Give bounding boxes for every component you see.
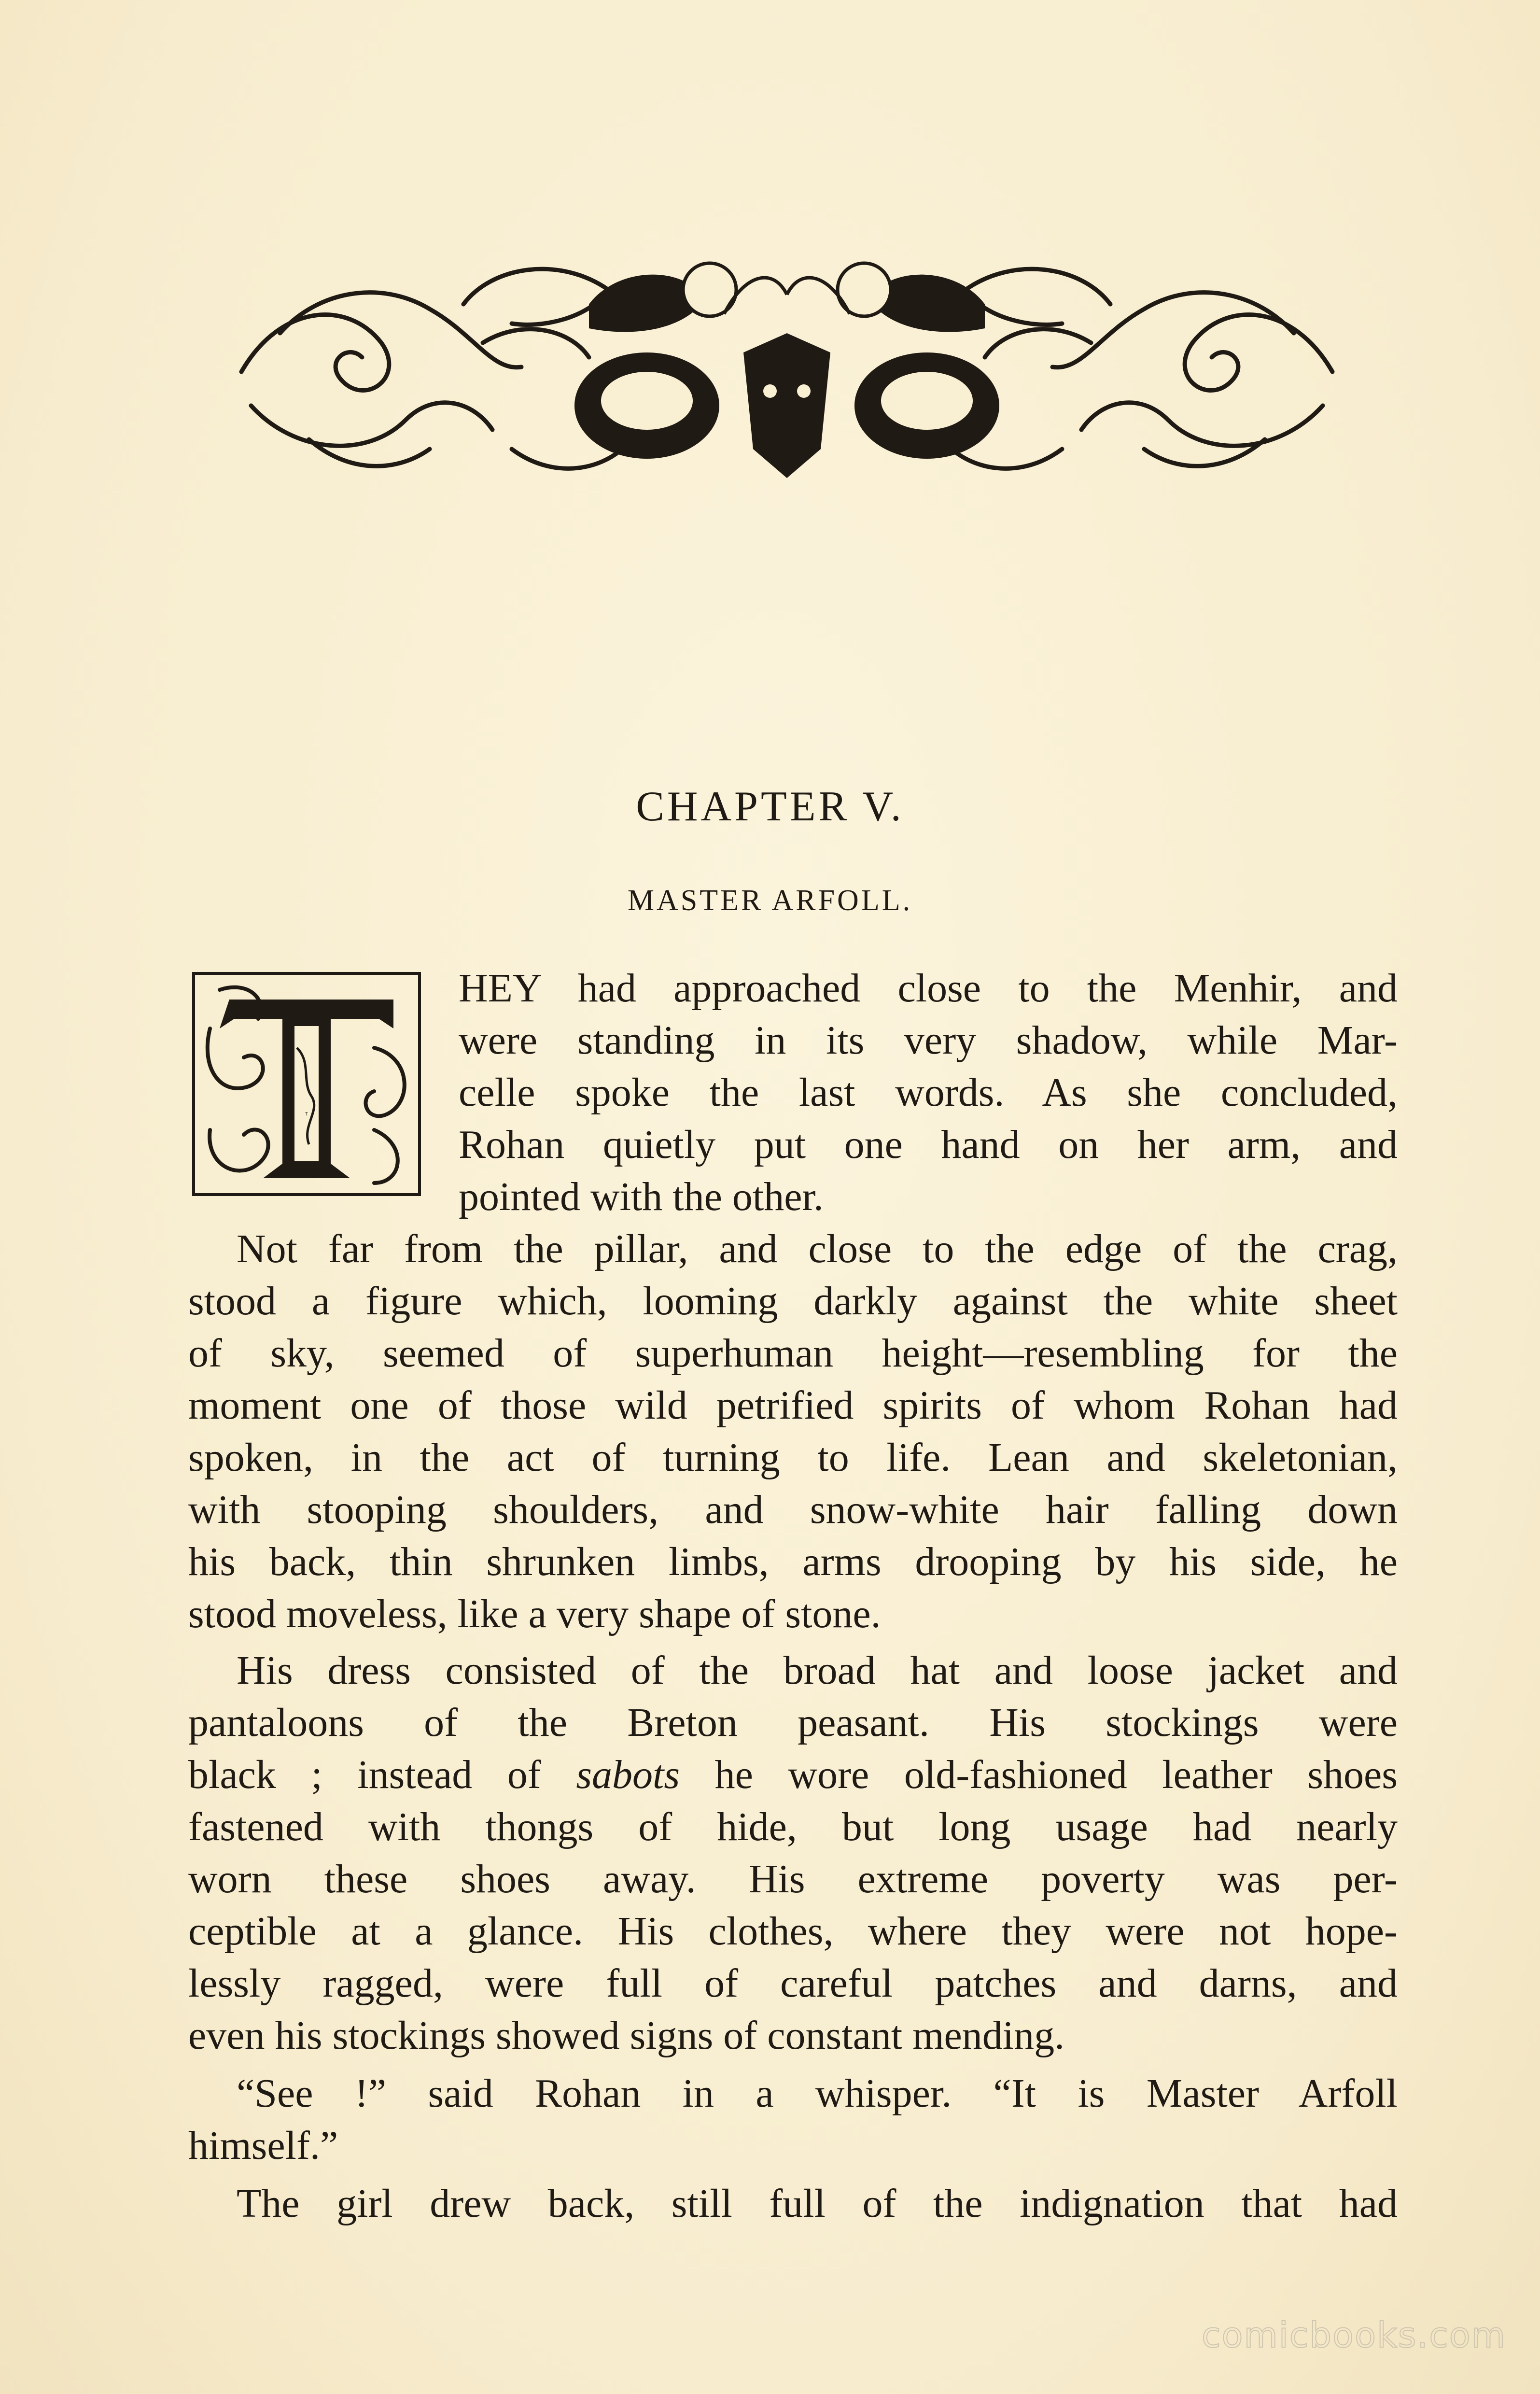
watermark: comicbooks.com (1201, 2315, 1506, 2355)
text-line-22: “See !” said Rohan in a whisper. “It is Master Arfoll (237, 2071, 1398, 2116)
text-line-12: his back, thin shrunken limbs, arms drooping by his side, he (188, 1539, 1398, 1584)
text-line-14: His dress consisted of the broad hat and loose jacket and (237, 1648, 1398, 1693)
text-line-5: pointed with the other. (459, 1174, 824, 1219)
sabots-italic: sabots (576, 1752, 680, 1797)
text-line-17: fastened with thongs of hide, but long usage had nearly (188, 1804, 1398, 1849)
chapter-title: CHAPTER V. (636, 783, 904, 830)
text-line-4: Rohan quietly put one hand on her arm, and (459, 1122, 1398, 1167)
text-line-3: celle spoke the last words. As she concluded, (459, 1070, 1398, 1115)
text-line-16a: black ; instead of (188, 1752, 576, 1797)
text-line-16b: he wore old-fashioned leather shoes (680, 1752, 1398, 1797)
text-line-1: HEY had approached close to the Menhir, and (459, 966, 1398, 1011)
text-line-19: ceptible at a glance. His clothes, where they were not hope- (188, 1909, 1398, 1954)
dropcap-letter: T (305, 1112, 308, 1117)
text-line-7: stood a figure which, looming darkly against the white sheet (188, 1279, 1398, 1324)
text-line-2: were standing in its very shadow, while Mar- (459, 1018, 1398, 1063)
headpiece-ornament-icon (222, 246, 1352, 497)
text-line-11: with stooping shoulders, and snow-white hair falling down (188, 1487, 1398, 1532)
text-line-8: of sky, seemed of superhuman height—resembling for the (188, 1331, 1398, 1376)
text-line-13: stood moveless, like a very shape of stone. (188, 1591, 881, 1636)
chapter-subtitle: MASTER ARFOLL. (627, 884, 913, 917)
text-line-24: The girl drew back, still full of the indignation that had (237, 2181, 1398, 2226)
text-line-9: moment one of those wild petrified spirits of whom Rohan had (188, 1383, 1398, 1428)
text-line-10: spoken, in the act of turning to life. Lean and skeletonian, (188, 1435, 1398, 1480)
text-line-15: pantaloons of the Breton peasant. His stockings were (188, 1700, 1398, 1745)
text-line-16 (188, 1752, 1398, 1797)
text-line-20: lessly ragged, were full of careful patches and darns, and (188, 1961, 1398, 2006)
text-line-18: worn these shoes away. His extreme poverty was per- (188, 1857, 1398, 1901)
text-line-21: even his stockings showed signs of constant mending. (188, 2013, 1065, 2058)
text-line-23: himself.” (188, 2123, 338, 2168)
text-line-6: Not far from the pillar, and close to the edge of the crag, (237, 1226, 1398, 1271)
dropcap-t-icon (191, 971, 422, 1197)
